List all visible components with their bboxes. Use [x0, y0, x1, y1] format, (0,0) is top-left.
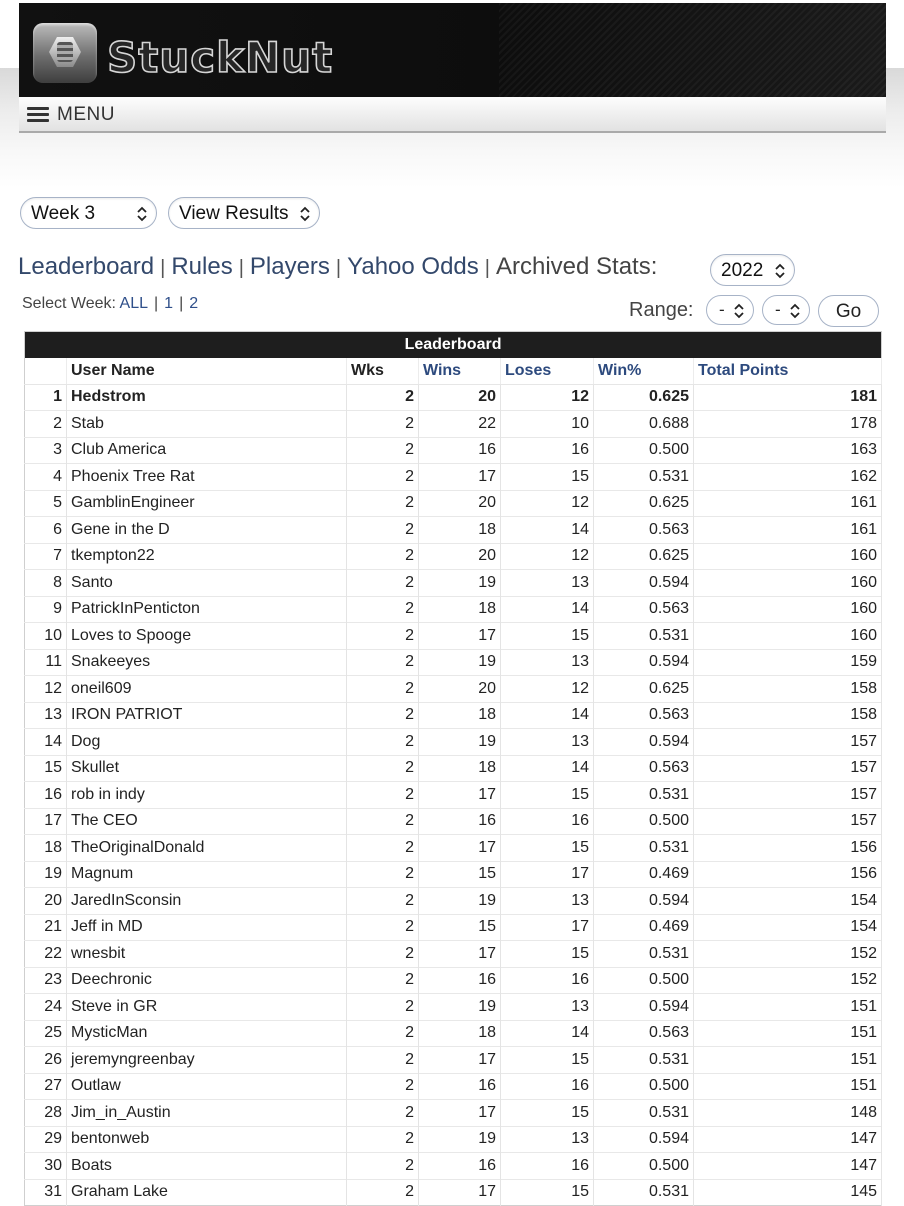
cell-loses: 15 — [501, 464, 594, 491]
cell-username: Gene in the D — [67, 517, 347, 544]
table-row — [25, 782, 882, 809]
cell-win-pct: 0.594 — [594, 570, 694, 597]
table-row — [25, 888, 882, 915]
cell-weeks: 2 — [347, 649, 419, 676]
cell-loses: 14 — [501, 596, 594, 623]
cell-rank: 8 — [25, 570, 67, 597]
cell-loses: 12 — [501, 543, 594, 570]
cell-wins: 20 — [419, 543, 501, 570]
table-row — [25, 729, 882, 756]
cell-wins: 17 — [419, 782, 501, 809]
cell-win-pct: 0.625 — [594, 384, 694, 411]
cell-loses: 15 — [501, 835, 594, 862]
cell-username: Santo — [67, 570, 347, 597]
cell-loses: 16 — [501, 437, 594, 464]
cell-total-points: 151 — [694, 1047, 882, 1074]
cell-weeks: 2 — [347, 490, 419, 517]
cell-wins: 17 — [419, 623, 501, 650]
cell-wins: 19 — [419, 994, 501, 1021]
chevron-updown-icon — [300, 204, 310, 224]
cell-rank: 10 — [25, 623, 67, 650]
cell-weeks: 2 — [347, 411, 419, 438]
cell-username: The CEO — [67, 808, 347, 835]
header-texture — [499, 3, 886, 97]
cell-loses: 10 — [501, 411, 594, 438]
leaderboard-title: Leaderboard — [25, 332, 882, 358]
cell-wins: 17 — [419, 464, 501, 491]
week-filter-label: Select Week: — [22, 295, 116, 312]
cell-total-points: 156 — [694, 861, 882, 888]
column-header-loses[interactable]: Loses — [501, 358, 594, 385]
cell-weeks: 2 — [347, 729, 419, 756]
cell-total-points: 162 — [694, 464, 882, 491]
cell-win-pct: 0.531 — [594, 835, 694, 862]
cell-wins: 19 — [419, 570, 501, 597]
cell-loses: 15 — [501, 1047, 594, 1074]
cell-win-pct: 0.531 — [594, 1179, 694, 1206]
cell-win-pct: 0.594 — [594, 994, 694, 1021]
cell-wins: 16 — [419, 808, 501, 835]
table-row — [25, 543, 882, 570]
chevron-updown-icon — [775, 261, 785, 281]
cell-weeks: 2 — [347, 755, 419, 782]
cell-loses: 13 — [501, 570, 594, 597]
range-from-value: - — [719, 300, 725, 319]
cell-username: Steve in GR — [67, 994, 347, 1021]
cell-wins: 17 — [419, 1100, 501, 1127]
cell-username: jeremyngreenbay — [67, 1047, 347, 1074]
cell-weeks: 2 — [347, 1047, 419, 1074]
week-filter-separator: | — [154, 295, 159, 312]
cell-wins: 18 — [419, 596, 501, 623]
cell-wins: 17 — [419, 835, 501, 862]
cell-weeks: 2 — [347, 1153, 419, 1180]
cell-total-points: 157 — [694, 782, 882, 809]
cell-weeks: 2 — [347, 782, 419, 809]
cell-wins: 19 — [419, 1126, 501, 1153]
cell-weeks: 2 — [347, 808, 419, 835]
cell-weeks: 2 — [347, 1126, 419, 1153]
cell-win-pct: 0.531 — [594, 464, 694, 491]
cell-username: Outlaw — [67, 1073, 347, 1100]
cell-rank: 15 — [25, 755, 67, 782]
cell-total-points: 156 — [694, 835, 882, 862]
cell-loses: 14 — [501, 517, 594, 544]
cell-win-pct: 0.500 — [594, 1073, 694, 1100]
cell-total-points: 154 — [694, 914, 882, 941]
week-filter-2-link[interactable]: 2 — [189, 295, 199, 312]
cell-total-points: 160 — [694, 596, 882, 623]
cell-rank: 16 — [25, 782, 67, 809]
cell-weeks: 2 — [347, 464, 419, 491]
view-select[interactable] — [168, 197, 320, 229]
range-to-select[interactable] — [762, 295, 810, 325]
table-row — [25, 1179, 882, 1206]
cell-weeks: 2 — [347, 835, 419, 862]
cell-rank: 20 — [25, 888, 67, 915]
cell-win-pct: 0.531 — [594, 782, 694, 809]
cell-loses: 14 — [501, 755, 594, 782]
cell-total-points: 151 — [694, 1020, 882, 1047]
cell-rank: 12 — [25, 676, 67, 703]
cell-username: Club America — [67, 437, 347, 464]
table-row — [25, 1126, 882, 1153]
cell-total-points: 160 — [694, 543, 882, 570]
cell-loses: 15 — [501, 1179, 594, 1206]
table-row — [25, 967, 882, 994]
cell-wins: 18 — [419, 517, 501, 544]
cell-win-pct: 0.594 — [594, 729, 694, 756]
cell-username: Stab — [67, 411, 347, 438]
table-row — [25, 676, 882, 703]
cell-rank: 5 — [25, 490, 67, 517]
column-header-win-pct[interactable]: Win% — [594, 358, 694, 385]
table-row — [25, 1100, 882, 1127]
cell-weeks: 2 — [347, 596, 419, 623]
week-filter-separator: | — [179, 295, 184, 312]
table-row — [25, 490, 882, 517]
cell-win-pct: 0.531 — [594, 1100, 694, 1127]
cell-loses: 16 — [501, 967, 594, 994]
cell-rank: 21 — [25, 914, 67, 941]
table-row — [25, 994, 882, 1021]
cell-loses: 15 — [501, 623, 594, 650]
week-select-value: Week 3 — [31, 203, 96, 224]
cell-total-points: 145 — [694, 1179, 882, 1206]
cell-loses: 13 — [501, 888, 594, 915]
cell-rank: 22 — [25, 941, 67, 968]
cell-weeks: 2 — [347, 1179, 419, 1206]
column-header-username: User Name — [67, 358, 347, 385]
cell-username: rob in indy — [67, 782, 347, 809]
cell-weeks: 2 — [347, 1100, 419, 1127]
cell-loses: 12 — [501, 384, 594, 411]
chevron-updown-icon — [734, 301, 744, 321]
cell-win-pct: 0.531 — [594, 941, 694, 968]
cell-loses: 14 — [501, 702, 594, 729]
cell-weeks: 2 — [347, 623, 419, 650]
column-header-rank — [25, 358, 67, 385]
cell-wins: 16 — [419, 437, 501, 464]
cell-weeks: 2 — [347, 861, 419, 888]
range-to-value: - — [775, 300, 781, 319]
cell-rank: 24 — [25, 994, 67, 1021]
week-filter-1-link[interactable]: 1 — [164, 295, 174, 312]
cell-rank: 27 — [25, 1073, 67, 1100]
cell-total-points: 152 — [694, 941, 882, 968]
cell-rank: 30 — [25, 1153, 67, 1180]
cell-username: GamblinEngineer — [67, 490, 347, 517]
table-row — [25, 649, 882, 676]
cell-win-pct: 0.531 — [594, 1047, 694, 1074]
leaderboard-table — [24, 331, 882, 1206]
table-row — [25, 1153, 882, 1180]
hamburger-icon — [27, 107, 49, 123]
cell-rank: 13 — [25, 702, 67, 729]
cell-wins: 20 — [419, 490, 501, 517]
go-button[interactable]: Go — [818, 295, 879, 327]
cell-wins: 16 — [419, 967, 501, 994]
cell-win-pct: 0.500 — [594, 437, 694, 464]
cell-rank: 6 — [25, 517, 67, 544]
nav-yahoo-odds-link[interactable]: Yahoo Odds — [347, 253, 479, 280]
cell-weeks: 2 — [347, 914, 419, 941]
table-row — [25, 914, 882, 941]
cell-wins: 18 — [419, 755, 501, 782]
cell-wins: 16 — [419, 1153, 501, 1180]
site-logo-text[interactable]: StuckNut — [107, 33, 334, 82]
cell-wins: 15 — [419, 914, 501, 941]
cell-total-points: 157 — [694, 755, 882, 782]
cell-weeks: 2 — [347, 888, 419, 915]
table-row — [25, 702, 882, 729]
cell-rank: 25 — [25, 1020, 67, 1047]
week-filter — [22, 295, 198, 313]
cell-total-points: 157 — [694, 729, 882, 756]
cell-total-points: 161 — [694, 490, 882, 517]
cell-wins: 17 — [419, 1047, 501, 1074]
cell-username: Graham Lake — [67, 1179, 347, 1206]
table-row — [25, 1047, 882, 1074]
cell-win-pct: 0.563 — [594, 702, 694, 729]
table-row — [25, 1020, 882, 1047]
cell-username: TheOriginalDonald — [67, 835, 347, 862]
table-row — [25, 570, 882, 597]
nav-separator: | — [335, 257, 342, 279]
cell-total-points: 163 — [694, 437, 882, 464]
cell-username: wnesbit — [67, 941, 347, 968]
cell-wins: 20 — [419, 676, 501, 703]
cell-weeks: 2 — [347, 384, 419, 411]
cell-weeks: 2 — [347, 437, 419, 464]
nut-logo-icon[interactable] — [33, 23, 97, 83]
nav-players-link[interactable]: Players — [249, 253, 330, 280]
cell-win-pct: 0.594 — [594, 888, 694, 915]
table-row — [25, 1073, 882, 1100]
cell-loses: 13 — [501, 729, 594, 756]
cell-username: Hedstrom — [67, 384, 347, 411]
cell-weeks: 2 — [347, 967, 419, 994]
nav-leaderboard-link[interactable]: Leaderboard — [18, 253, 155, 280]
column-header-wks: Wks — [347, 358, 419, 385]
range-from-select[interactable] — [706, 295, 754, 325]
cell-loses: 15 — [501, 941, 594, 968]
cell-total-points: 148 — [694, 1100, 882, 1127]
cell-total-points: 147 — [694, 1126, 882, 1153]
cell-win-pct: 0.531 — [594, 623, 694, 650]
cell-win-pct: 0.594 — [594, 649, 694, 676]
table-row — [25, 941, 882, 968]
cell-username: MysticMan — [67, 1020, 347, 1047]
cell-win-pct: 0.563 — [594, 1020, 694, 1047]
chevron-updown-icon — [790, 301, 800, 321]
cell-win-pct: 0.500 — [594, 1153, 694, 1180]
cell-rank: 28 — [25, 1100, 67, 1127]
cell-username: Loves to Spooge — [67, 623, 347, 650]
cell-loses: 16 — [501, 1073, 594, 1100]
cell-username: JaredInSconsin — [67, 888, 347, 915]
nav-links — [18, 253, 657, 281]
cell-rank: 26 — [25, 1047, 67, 1074]
cell-rank: 2 — [25, 411, 67, 438]
cell-win-pct: 0.469 — [594, 861, 694, 888]
table-row — [25, 808, 882, 835]
cell-total-points: 158 — [694, 676, 882, 703]
cell-loses: 14 — [501, 1020, 594, 1047]
cell-username: Snakeeyes — [67, 649, 347, 676]
cell-wins: 19 — [419, 888, 501, 915]
cell-loses: 13 — [501, 994, 594, 1021]
nav-separator: | — [484, 257, 490, 279]
cell-username: Phoenix Tree Rat — [67, 464, 347, 491]
cell-total-points: 154 — [694, 888, 882, 915]
cell-username: Skullet — [67, 755, 347, 782]
table-row — [25, 861, 882, 888]
cell-wins: 17 — [419, 941, 501, 968]
week-filter-all-link[interactable]: ALL — [119, 295, 148, 312]
cell-total-points: 151 — [694, 994, 882, 1021]
cell-weeks: 2 — [347, 994, 419, 1021]
cell-win-pct: 0.500 — [594, 967, 694, 994]
cell-loses: 17 — [501, 861, 594, 888]
cell-rank: 1 — [25, 384, 67, 411]
cell-rank: 3 — [25, 437, 67, 464]
view-select-value: View Results — [179, 203, 289, 224]
cell-win-pct: 0.625 — [594, 490, 694, 517]
archive-year-value: 2022 — [721, 260, 764, 281]
cell-total-points: 159 — [694, 649, 882, 676]
leaderboard-body — [25, 384, 882, 1206]
cell-weeks: 2 — [347, 1073, 419, 1100]
cell-total-points: 152 — [694, 967, 882, 994]
cell-win-pct: 0.594 — [594, 1126, 694, 1153]
cell-wins: 20 — [419, 384, 501, 411]
cell-username: oneil609 — [67, 676, 347, 703]
table-row — [25, 596, 882, 623]
cell-rank: 4 — [25, 464, 67, 491]
cell-rank: 18 — [25, 835, 67, 862]
column-header-wins[interactable]: Wins — [419, 358, 501, 385]
archive-year-select[interactable] — [710, 254, 795, 286]
table-row — [25, 437, 882, 464]
cell-win-pct: 0.500 — [594, 808, 694, 835]
cell-win-pct: 0.563 — [594, 517, 694, 544]
cell-total-points: 161 — [694, 517, 882, 544]
cell-username: Deechronic — [67, 967, 347, 994]
cell-total-points: 178 — [694, 411, 882, 438]
cell-weeks: 2 — [347, 702, 419, 729]
cell-loses: 16 — [501, 808, 594, 835]
cell-rank: 29 — [25, 1126, 67, 1153]
cell-rank: 31 — [25, 1179, 67, 1206]
cell-weeks: 2 — [347, 570, 419, 597]
cell-total-points: 157 — [694, 808, 882, 835]
cell-wins: 19 — [419, 729, 501, 756]
chevron-updown-icon — [137, 204, 147, 224]
cell-total-points: 160 — [694, 623, 882, 650]
table-row — [25, 384, 882, 411]
cell-rank: 14 — [25, 729, 67, 756]
cell-win-pct: 0.469 — [594, 914, 694, 941]
cell-weeks: 2 — [347, 941, 419, 968]
cell-loses: 12 — [501, 676, 594, 703]
table-row — [25, 835, 882, 862]
range-label: Range: — [629, 299, 694, 321]
cell-rank: 11 — [25, 649, 67, 676]
column-header-total-points[interactable]: Total Points — [694, 358, 882, 385]
cell-username: PatrickInPenticton — [67, 596, 347, 623]
cell-rank: 7 — [25, 543, 67, 570]
cell-win-pct: 0.563 — [594, 755, 694, 782]
cell-weeks: 2 — [347, 517, 419, 544]
cell-wins: 22 — [419, 411, 501, 438]
table-row — [25, 623, 882, 650]
cell-weeks: 2 — [347, 1020, 419, 1047]
site-header — [19, 3, 886, 97]
cell-win-pct: 0.625 — [594, 676, 694, 703]
cell-wins: 19 — [419, 649, 501, 676]
cell-username: Magnum — [67, 861, 347, 888]
cell-username: tkempton22 — [67, 543, 347, 570]
cell-win-pct: 0.688 — [594, 411, 694, 438]
cell-weeks: 2 — [347, 543, 419, 570]
cell-username: IRON PATRIOT — [67, 702, 347, 729]
cell-loses: 15 — [501, 782, 594, 809]
cell-rank: 17 — [25, 808, 67, 835]
archived-stats-label: Archived Stats: — [495, 253, 658, 280]
cell-loses: 13 — [501, 1126, 594, 1153]
cell-username: bentonweb — [67, 1126, 347, 1153]
cell-wins: 18 — [419, 1020, 501, 1047]
cell-win-pct: 0.563 — [594, 596, 694, 623]
cell-total-points: 151 — [694, 1073, 882, 1100]
cell-wins: 18 — [419, 702, 501, 729]
cell-weeks: 2 — [347, 676, 419, 703]
cell-loses: 13 — [501, 649, 594, 676]
cell-total-points: 147 — [694, 1153, 882, 1180]
cell-rank: 9 — [25, 596, 67, 623]
cell-total-points: 181 — [694, 384, 882, 411]
cell-loses: 15 — [501, 1100, 594, 1127]
cell-rank: 23 — [25, 967, 67, 994]
cell-wins: 16 — [419, 1073, 501, 1100]
table-row — [25, 755, 882, 782]
cell-wins: 17 — [419, 1179, 501, 1206]
table-row — [25, 464, 882, 491]
table-row — [25, 517, 882, 544]
cell-loses: 12 — [501, 490, 594, 517]
cell-loses: 16 — [501, 1153, 594, 1180]
cell-total-points: 158 — [694, 702, 882, 729]
cell-loses: 17 — [501, 914, 594, 941]
cell-wins: 15 — [419, 861, 501, 888]
menu-label: MENU — [57, 104, 115, 125]
cell-username: Jim_in_Austin — [67, 1100, 347, 1127]
cell-win-pct: 0.625 — [594, 543, 694, 570]
menu-button[interactable] — [19, 97, 886, 133]
cell-username: Dog — [67, 729, 347, 756]
cell-username: Jeff in MD — [67, 914, 347, 941]
cell-total-points: 160 — [694, 570, 882, 597]
nav-separator: | — [160, 257, 166, 279]
cell-username: Boats — [67, 1153, 347, 1180]
nav-rules-link[interactable]: Rules — [171, 253, 233, 280]
cell-rank: 19 — [25, 861, 67, 888]
week-select[interactable] — [20, 197, 157, 229]
nav-separator: | — [238, 257, 244, 279]
table-row — [25, 411, 882, 438]
